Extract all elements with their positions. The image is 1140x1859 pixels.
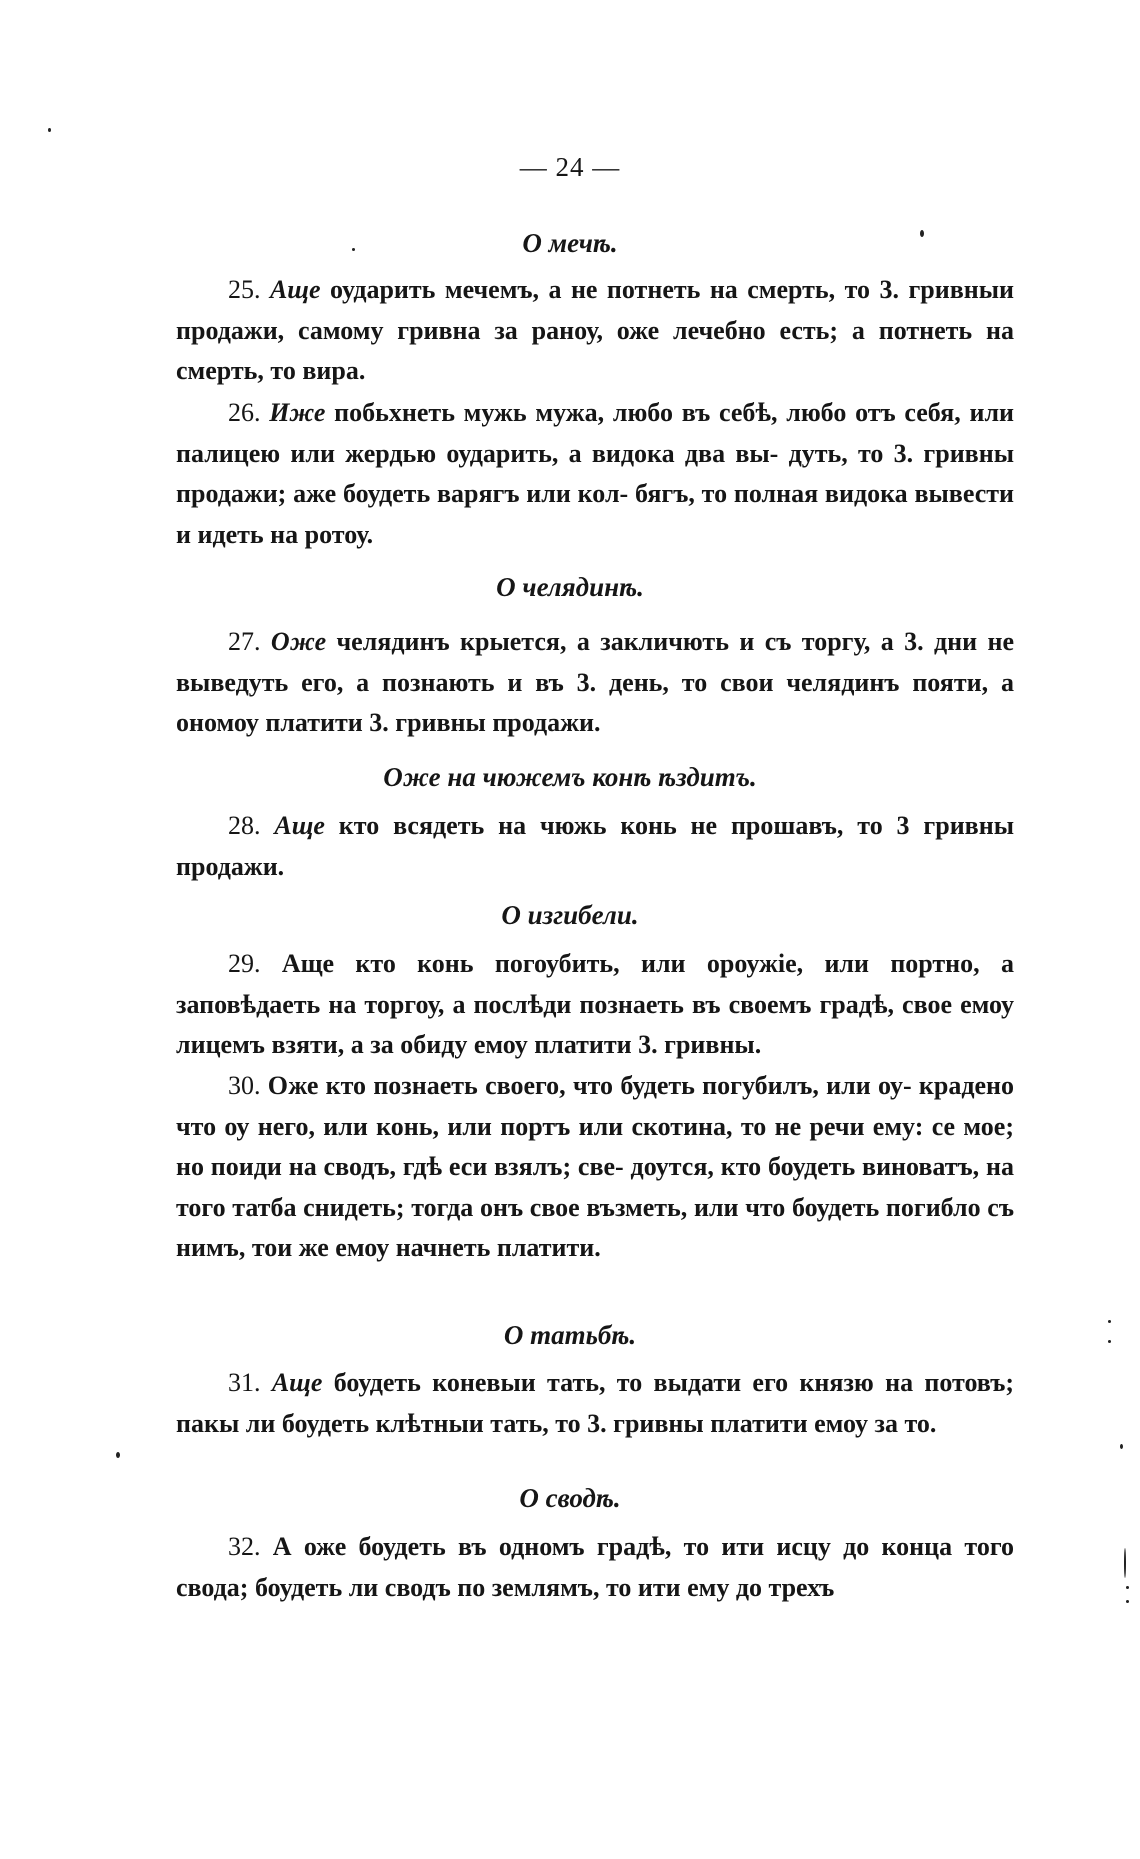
article-number: 27. — [228, 627, 261, 656]
scan-speck — [1108, 1340, 1111, 1343]
article-number: 25. — [228, 275, 261, 304]
article-28 — [176, 806, 1014, 887]
article-29 — [176, 944, 1014, 1066]
scan-speck — [920, 230, 924, 237]
article-number: 31. — [228, 1368, 261, 1397]
article-first-word: Оже — [270, 627, 327, 656]
article-25 — [176, 270, 1014, 392]
scan-speck — [1126, 1600, 1129, 1603]
section-heading: О татьбѣ. — [503, 1320, 637, 1350]
scan-speck — [1124, 1548, 1126, 1578]
article-number: 32. — [228, 1532, 261, 1561]
article-text: Оже кто познаеть своего, что будеть погубилъ, или оу- крадено что оу него, или конь, или портъ или скотина, то не речи ему: се мое; но поиди на сводъ, гдѣ еси взялъ; све- доутся, кто боудеть виноватъ, на того татба снидеть; тогда онъ свое възметь, или что боудеть погибло съ нимъ, тои же емоу начнеть платити. — [176, 1071, 1015, 1262]
article-first-word: Аще — [269, 275, 321, 304]
section-heading: О челядинѣ. — [496, 572, 644, 602]
article-text: Аще кто конь погоубить, или ороужіе, или портно, а заповѣдаеть на торгоу, а послѣди познаеть въ своемъ градѣ, свое емоу лицемъ взяти, а за обиду емоу платити 3. гривны. — [176, 949, 1014, 1059]
scan-speck — [1120, 1444, 1123, 1449]
article-31 — [176, 1363, 1014, 1444]
article-text: боудеть коневыи тать, то выдати его князю на потовъ; пакы ли боудеть клѣтныи тать, то 3. гривны платити емоу за то. — [176, 1368, 1015, 1438]
article-first-word: Аще — [274, 811, 325, 840]
page-number: — 24 — — [519, 152, 621, 182]
article-text: оударить мечемъ, а не потнеть на смерть, то 3. гривныи продажи, самому гривна за раноу, оже лечебно есть; а потнеть на смерть, то вира. — [176, 275, 1015, 385]
section-heading: О сводѣ. — [519, 1483, 621, 1513]
scan-speck — [48, 128, 51, 132]
article-text: кто всядеть на чюжь конь не прошавъ, то 3 гривны продажи. — [176, 811, 1014, 881]
article-first-word: Иже — [269, 398, 326, 427]
article-26 — [176, 393, 1014, 555]
article-text: челядинъ крыется, а закличють и съ торгу, а 3. дни не выведуть его, а познають и въ 3. день, то свои челядинъ пояти, а ономоу платити 3. гривны продажи. — [176, 627, 1015, 737]
article-number: 28. — [228, 811, 261, 840]
scan-speck — [1126, 1586, 1129, 1589]
scan-speck — [116, 1452, 120, 1458]
article-number: 30. — [228, 1071, 261, 1100]
scan-speck — [1108, 1320, 1111, 1323]
article-number: 29. — [228, 949, 261, 978]
article-text: А оже боудеть въ одномъ градѣ, то ити исцу до конца того свода; боудеть ли сводъ по землямъ, то ити ему до трехъ — [176, 1532, 1014, 1602]
article-30 — [176, 1066, 1014, 1269]
article-27 — [176, 622, 1014, 744]
article-number: 26. — [228, 398, 261, 427]
section-heading: Оже на чюжемъ конѣ ѣздитъ. — [383, 762, 757, 792]
article-text: побьхнеть мужь мужа, любо въ себѣ, любо отъ себя, или палицею или жердью оударить, а видока два вы- дуть, то 3. гривны продажи; аже боудеть варягъ или кол- бягъ, то полная видока вывести и идеть на ротоу. — [176, 398, 1015, 549]
article-32 — [176, 1527, 1014, 1608]
section-heading: О мечѣ. — [522, 228, 618, 258]
section-heading: О изгибели. — [501, 900, 639, 930]
article-first-word: Аще — [271, 1368, 323, 1397]
scan-speck — [352, 248, 355, 251]
